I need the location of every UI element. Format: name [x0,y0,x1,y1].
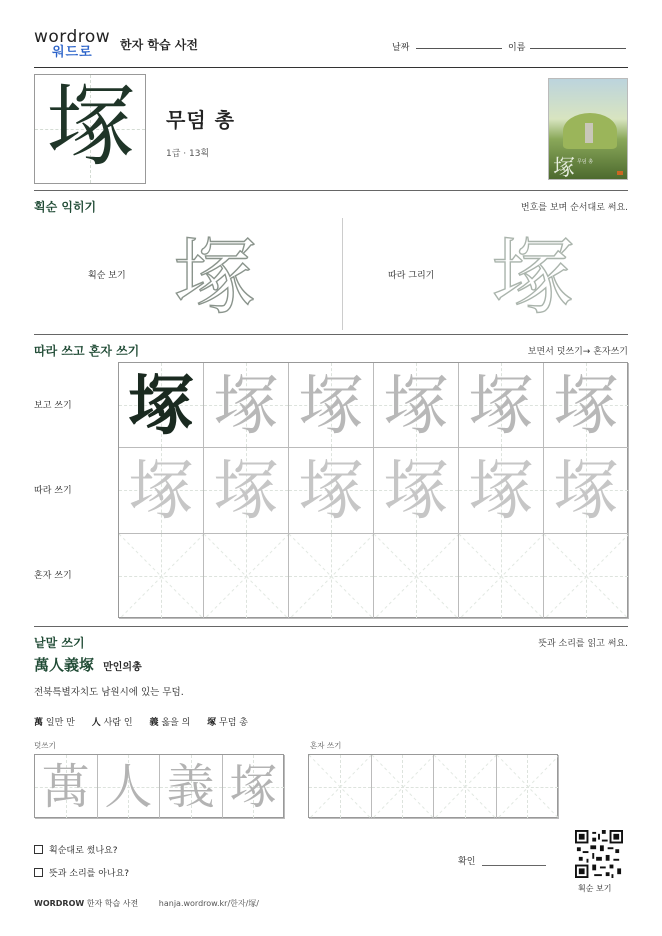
checkbox[interactable] [34,845,43,854]
gloss-list [34,715,262,728]
photo-badge [617,171,623,175]
writing-character: 萬 [41,759,90,815]
panel-divider [342,218,343,330]
writing-cell[interactable] [544,534,629,619]
section-title-writing: 따라 쓰고 혼자 쓰기 [34,344,140,358]
hero-section [34,74,628,188]
writing-character: 塚 [468,367,534,444]
word-solo-grid [308,754,558,818]
writing-cell[interactable] [119,534,204,619]
writing-cell[interactable] [459,448,544,533]
logo-wordmark: wordrow [34,27,111,47]
writing-cell[interactable] [544,448,629,533]
writing-character: 塚 [553,452,619,530]
writing-cell[interactable] [544,363,629,448]
footer-url[interactable]: hanja.wordrow.kr/한자/塚/ [158,899,259,908]
example-hanja: 萬人義塚 [34,656,95,674]
checklist-item[interactable]: 획순대로 썼나요? [34,843,118,856]
stroke-view-label: 획순 보기 [88,271,126,281]
writing-character: 塚 [229,759,278,815]
stroke-order-character: 塚 [172,228,257,326]
page-footer [34,898,259,909]
writing-cell[interactable] [374,363,459,448]
checklist-item[interactable]: 뜻과 소리를 아나요? [34,866,129,879]
word-solo-cell[interactable] [434,755,497,819]
section-hint-word: 뜻과 소리를 읽고 써요. [538,639,628,649]
writing-cell[interactable] [289,534,374,619]
checkbox[interactable] [34,868,43,877]
writing-character: 塚 [298,452,364,530]
trace-character: 塚 [490,228,575,326]
writing-cell[interactable] [204,534,289,619]
solo-word-label: 혼자 쓰기 [310,741,342,750]
gloss-item: 義 옳을 의 [149,718,191,728]
date-label: 날짜 [392,43,410,53]
writing-cell[interactable] [459,534,544,619]
stele-illustration [585,123,593,143]
example-description: 전북특별자치도 남원시에 있는 무덤. [34,687,184,698]
qr-caption: 획순 보기 [578,884,612,893]
section-title-stroke: 획순 익히기 [34,200,97,214]
writing-cell[interactable] [204,363,289,448]
hero-character: 塚 [46,74,136,179]
gloss-item: 塚 무덤 총 [207,718,248,728]
writing-character: 義 [166,759,215,815]
row-label-trace: 따라 쓰기 [34,486,72,496]
trace-figure[interactable] [478,222,588,332]
writing-cell[interactable] [459,363,544,448]
word-solo-cell[interactable] [309,755,372,819]
footer-brand: WORDROW [34,899,85,908]
name-label: 이름 [508,43,526,53]
trace-label: 따라 그리기 [388,271,435,281]
illustration-image [548,78,628,180]
row-label-see: 보고 쓰기 [34,401,72,411]
writing-cell[interactable] [119,448,204,533]
section-hint-stroke: 번호를 보며 순서대로 써요. [520,203,628,213]
word-trace-cell[interactable] [223,755,286,819]
photo-caption: 무덤 총 [577,159,594,165]
writing-character: 塚 [553,367,619,444]
writing-character: 塚 [213,452,279,530]
writing-character: 塚 [468,452,534,530]
writing-cell[interactable] [374,534,459,619]
word-trace-cell[interactable] [35,755,98,819]
writing-character: 塚 [213,367,279,444]
writing-character: 塚 [383,367,449,444]
writing-cell[interactable] [374,448,459,533]
word-trace-grid [34,754,284,818]
word-solo-cell[interactable] [497,755,560,819]
name-field-line[interactable] [530,48,626,49]
date-field-line[interactable] [416,48,502,49]
word-solo-cell[interactable] [372,755,435,819]
level-strokes: 1급 · 13획 [166,149,210,159]
example-word [34,654,142,675]
writing-character: 塚 [128,452,194,530]
word-trace-cell[interactable] [98,755,161,819]
trace-word-label: 덧쓰기 [34,741,56,750]
writing-character: 塚 [298,367,364,444]
footer-brand-suffix: 한자 학습 사전 [86,899,139,908]
writing-character: 人 [104,759,153,815]
gloss-item: 萬 일만 만 [34,718,75,728]
writing-cell[interactable] [289,448,374,533]
writing-character: 塚 [128,366,194,444]
page-header [34,26,628,68]
app-title: 한자 학습 사전 [120,38,198,52]
logo-korean: 워드로 [52,45,93,60]
writing-cell[interactable] [119,363,204,448]
qr-code-icon[interactable] [575,830,623,878]
writing-cell[interactable] [204,448,289,533]
section-title-word: 낱말 쓰기 [34,636,85,650]
writing-cell[interactable] [289,363,374,448]
writing-grid [118,362,628,618]
character-meaning: 무덤 총 [166,108,235,132]
confirm-label: 확인 [458,857,476,867]
example-reading: 만인의총 [103,662,142,673]
wordrow-logo [34,28,110,60]
confirm-signature-line[interactable] [482,865,546,866]
writing-character: 塚 [383,452,449,530]
word-trace-cell[interactable] [160,755,223,819]
gloss-item: 人 사람 인 [91,718,133,728]
row-label-solo: 혼자 쓰기 [34,571,72,581]
section-hint-writing: 보면서 덧쓰기→ 혼자쓰기 [527,347,628,357]
stroke-view-figure [160,222,270,332]
photo-character: 塚 [553,156,576,180]
hero-character-box [34,74,146,184]
